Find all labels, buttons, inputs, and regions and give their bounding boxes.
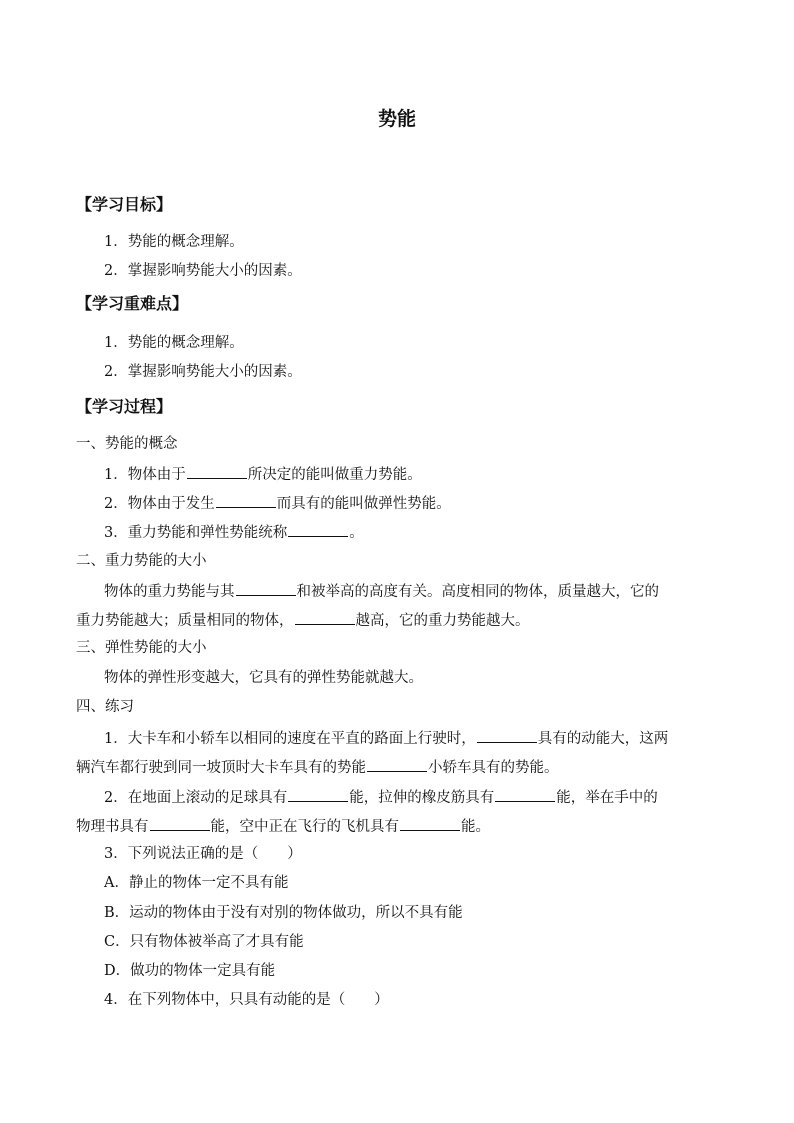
- answer-blank: [236, 580, 296, 596]
- answer-blank: [288, 786, 348, 802]
- exercise3-option-a: A．静止的物体一定不具有能: [104, 875, 289, 891]
- part1-q2: 2．物体由于发生 而具有的能叫做弹性势能。: [104, 492, 451, 514]
- answer-blank: [477, 727, 537, 743]
- key-item: 1．势能的概念理解。: [104, 335, 244, 351]
- exercise3-question: 3．下列说法正确的是（ ）: [104, 846, 302, 862]
- goal-item: 2．掌握影响势能大小的因素。: [104, 263, 302, 279]
- part2-line2: 重力势能越大；质量相同的物体， 越高，它的重力势能越大。: [76, 609, 530, 631]
- answer-blank: [295, 609, 355, 625]
- part2-heading: 二、重力势能的大小: [76, 553, 207, 569]
- answer-blank: [216, 492, 276, 508]
- answer-blank: [150, 815, 210, 831]
- part1-heading: 一、势能的概念: [76, 436, 178, 452]
- key-item: 2．掌握影响势能大小的因素。: [104, 364, 302, 380]
- process-heading: 【学习过程】: [76, 397, 173, 416]
- part1-q1: 1．物体由于 所决定的能叫做重力势能。: [104, 463, 422, 485]
- exercise1-line2: 辆汽车都行驶到同一坡顶时大卡车具有的势能 小轿车具有的势能。: [76, 756, 559, 778]
- part2-line1: 物体的重力势能与其 和被举高的高度有关。高度相同的物体，质量越大，它的: [104, 580, 659, 602]
- answer-blank: [187, 463, 247, 479]
- answer-blank: [288, 521, 348, 537]
- exercise3-option-d: D．做功的物体一定具有能: [104, 963, 276, 979]
- part1-q3: 3．重力势能和弹性势能统称 。: [104, 521, 364, 543]
- exercise3-option-b: B．运动的物体由于没有对别的物体做功，所以不具有能: [104, 905, 463, 921]
- exercise2-line2: 物理书具有 能，空中正在飞行的飞机具有 能。: [76, 815, 490, 837]
- goals-heading: 【学习目标】: [76, 195, 173, 214]
- part3-heading: 三、弹性势能的大小: [76, 640, 207, 656]
- goal-item: 1．势能的概念理解。: [104, 234, 244, 250]
- exercise3-option-c: C．只有物体被举高了才具有能: [104, 934, 304, 950]
- key-heading: 【学习重难点】: [76, 294, 189, 313]
- exercise1-line1: 1．大卡车和小轿车以相同的速度在平直的路面上行驶时， 具有的动能大，这两: [104, 727, 668, 749]
- answer-blank: [367, 756, 427, 772]
- part4-heading: 四、练习: [76, 699, 134, 715]
- exercise4-question: 4．在下列物体中，只具有动能的是（ ）: [104, 992, 389, 1008]
- part3-line1: 物体的弹性形变越大，它具有的弹性势能就越大。: [104, 670, 423, 686]
- answer-blank: [400, 815, 460, 831]
- answer-blank: [495, 786, 555, 802]
- page-title: 势能: [377, 108, 416, 130]
- exercise2-line1: 2．在地面上滚动的足球具有 能，拉伸的橡皮筋具有 能，举在手中的: [104, 786, 658, 808]
